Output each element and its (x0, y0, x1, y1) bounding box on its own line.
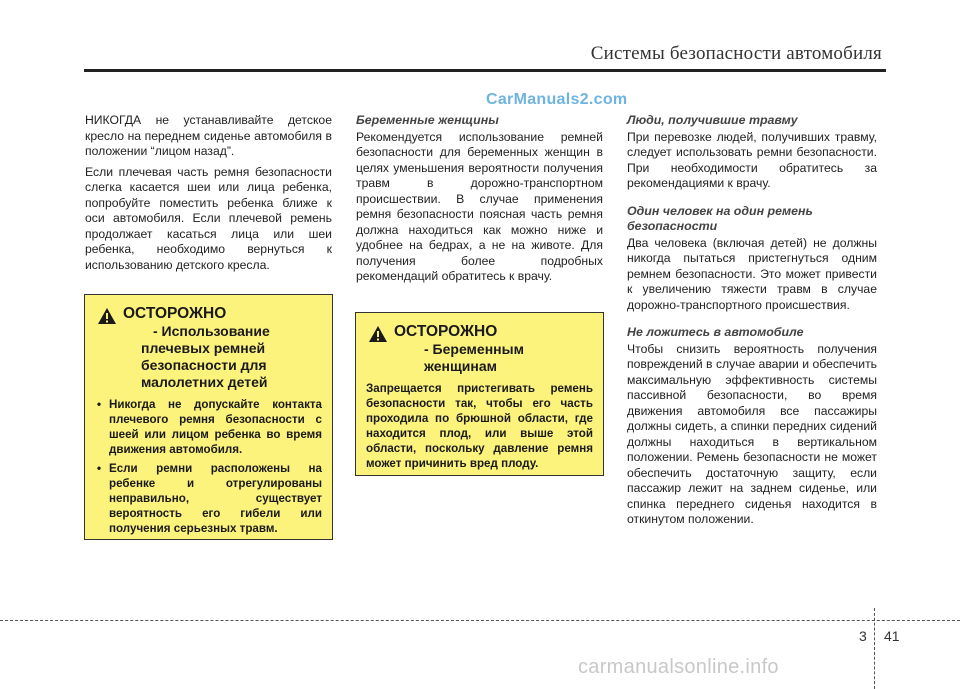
watermark-bottom: carmanualsonline.info (578, 656, 779, 678)
paragraph-no-lying: Чтобы снизить вероятность получения повреждений в случае аварии и обеспечить максимальную эффективность системы пассивной безопасности, во время движения автомобиля все пассажиры должны сидеть, а спинки передних сидений должны находиться в вертикальном положении. Ремень безопасности не может обеспечить достаточную защиту, если пассажир лежит на заднем сиденье, или спинка переднего сиденья находится в откинутом положении. (627, 341, 877, 526)
paragraph-rear-facing: НИКОГДА не устанавливайте детское кресло на переднем сиденье автомобиля в положении “лицом назад”. (85, 113, 332, 158)
header-rule (84, 69, 886, 72)
column-left (85, 113, 332, 278)
warning-triangle-icon (368, 325, 388, 343)
warning-box-pregnant (355, 312, 604, 476)
warning-header (95, 305, 322, 340)
warning-subtitle: - Беременным женщинам (424, 341, 524, 374)
warning-header (366, 323, 593, 375)
heading-no-lying: Не ложитесь в автомобиле (627, 325, 804, 339)
column-right (627, 113, 877, 533)
warning-title: ОСТОРОЖНО (123, 305, 227, 322)
paragraph-injured: При перевозке людей, получивших травму, следует использовать ремни безопасности. При необходимости обратитесь за рекомендациями к врачу. (627, 129, 877, 190)
warning-triangle-icon (97, 307, 117, 325)
page-header-title: Системы безопасности автомобиля (590, 43, 882, 64)
paragraph-shoulder-belt: Если плечевая часть ремня безопасности слегка касается шеи или лица ребенка, попробуйте поместить ребенка ближе к оси автомобиля. Если плечевой ремень продолжает касаться лица или шеи ребенка, необходимо вернуться к использованию детского кресла. (85, 164, 332, 272)
heading-pregnant: Беременные женщины (356, 113, 499, 127)
watermark-link[interactable]: CarManuals2.com (486, 91, 628, 108)
warning-subtitle: - Использование (153, 323, 270, 339)
warning-title: ОСТОРОЖНО (394, 323, 498, 340)
heading-one-belt: Один человек на один ремень безопасности (627, 203, 813, 233)
paragraph-one-belt: Два человека (включая детей) не должны никогда пытаться пристегнуться одним ремнем безопасности. Это может привести к увеличению тяжести травм в случае дорожно-транспортного происшествия. (627, 235, 877, 312)
warning-item: • Никогда не допускайте контакта плечевого ремня безопасности с шеей или лицом ребенка во время движения автомобиля. (95, 397, 322, 457)
paragraph-pregnant: Рекомендуется использование ремней безопасности для беременных женщин в целях уменьшения вероятности получения травм в дорожно-транспортном происшествии. В случае применения ремня безопасности поясная часть ремня должна находиться как можно ниже и удобнее на бедрах, а не на животе. Для получения более подробных рекомендаций обратитесь к врачу. (356, 129, 603, 283)
column-middle (356, 113, 603, 290)
warning-body: Запрещается пристегивать ремень безопасности так, чтобы его часть проходила по брюшной области, где находится плод, или выше этой области, поскольку давление ремня может причинить вред плоду. (366, 382, 593, 470)
footer-divider (874, 608, 875, 689)
page-number: 41 (884, 628, 900, 644)
heading-injured: Люди, получившие травму (627, 113, 798, 127)
warning-box-children (84, 294, 333, 540)
footer-rule (0, 620, 960, 621)
section-number: 3 (859, 628, 867, 644)
warning-item: • Если ремни расположены на ребенке и отрегулированы неправильно, существует вероятность его гибели или получения серьезных травм. (95, 461, 322, 536)
warning-subtitle-continued: плечевых ремней безопасности для малолетних детей (141, 340, 268, 390)
warning-list (95, 397, 322, 536)
